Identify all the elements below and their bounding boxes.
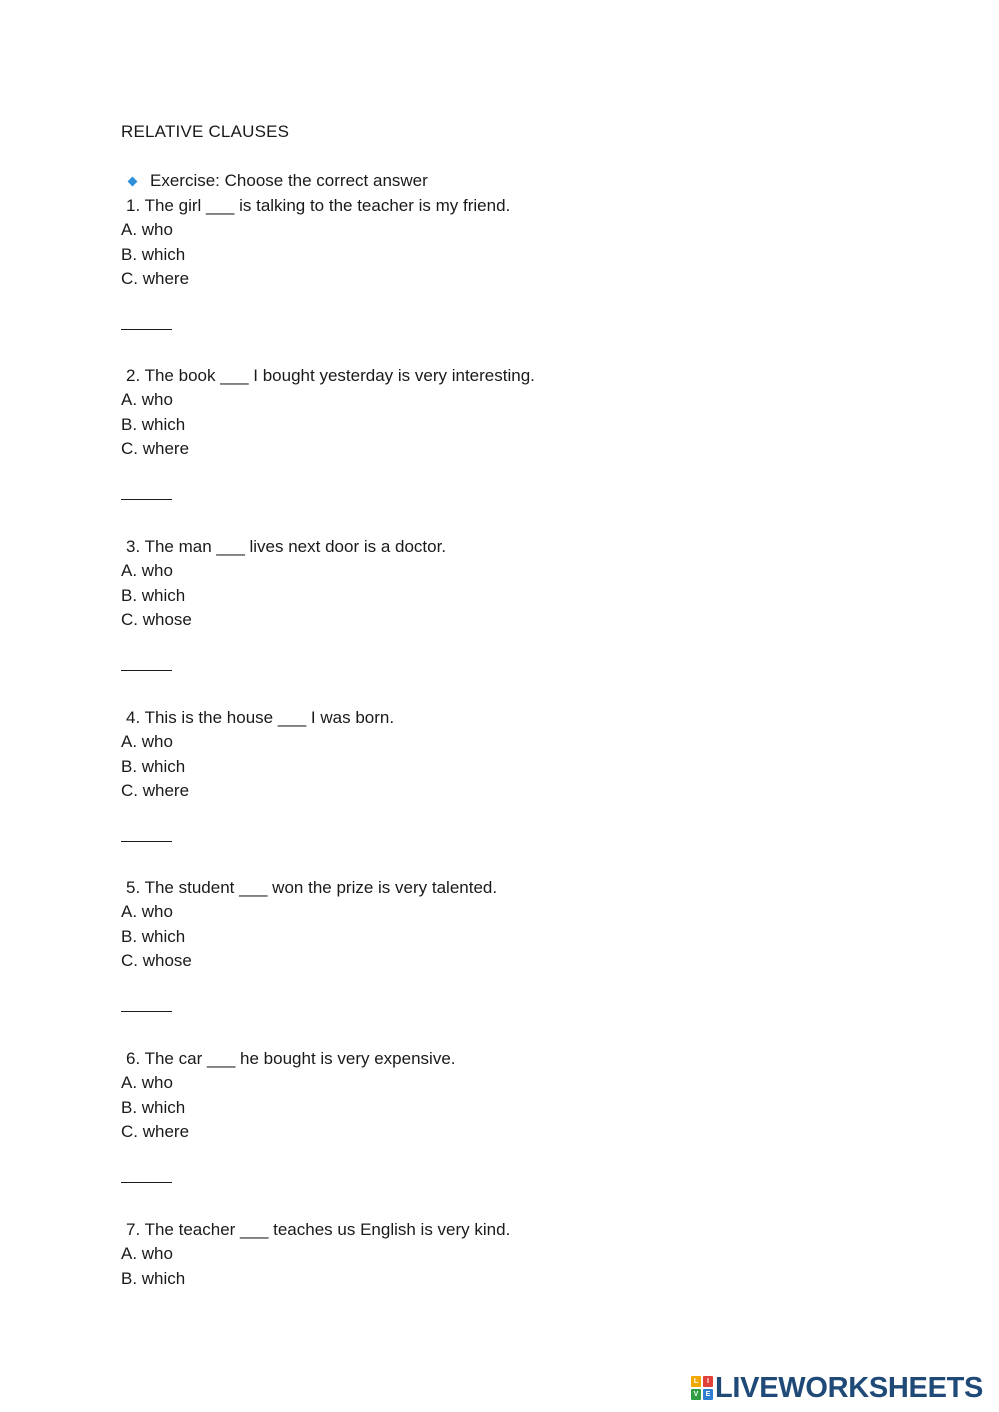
option-c: C. where	[121, 780, 190, 800]
option-a: A. who	[121, 732, 173, 752]
bullet-diamond-icon	[128, 176, 138, 186]
option-c: C. whose	[121, 609, 192, 629]
question-2	[121, 364, 535, 500]
option-c: C. where	[121, 268, 190, 288]
logo-wordmark: LIVEWORKSHEETS	[715, 1372, 984, 1404]
option-b: B. which	[121, 1268, 186, 1288]
option-a: A. who	[121, 561, 173, 581]
option-a: A. who	[121, 902, 173, 922]
logo-block-l: L	[691, 1376, 701, 1387]
question-1	[121, 194, 510, 330]
answer-blank-line[interactable]	[121, 329, 172, 330]
question-text: 3. The man ___ lives next door is a doctor.	[126, 537, 447, 556]
question-text: 4. This is the house ___ I was born.	[126, 708, 395, 727]
logo-block-i: I	[703, 1376, 713, 1387]
logo-blocks-icon	[691, 1376, 713, 1400]
question-6	[121, 1047, 456, 1183]
exercise-intro	[121, 170, 428, 192]
answer-blank-line[interactable]	[121, 1011, 172, 1012]
option-b: B. which	[121, 585, 186, 605]
exercise-instruction: Exercise: Choose the correct answer	[150, 171, 428, 190]
option-b: B. which	[121, 926, 186, 946]
question-text: 2. The book ___ I bought yesterday is very interesting.	[126, 366, 535, 385]
option-b: B. which	[121, 1097, 186, 1117]
option-a: A. who	[121, 220, 173, 240]
answer-blank-line[interactable]	[121, 670, 172, 671]
answer-blank-line[interactable]	[121, 1182, 172, 1183]
option-c: C. where	[121, 438, 190, 458]
logo-block-e: E	[703, 1389, 713, 1400]
question-text: 1. The girl ___ is talking to the teacher is my friend.	[126, 196, 511, 215]
option-b: B. which	[121, 414, 186, 434]
option-a: A. who	[121, 1073, 173, 1093]
option-b: B. which	[121, 244, 186, 264]
question-7	[121, 1218, 510, 1291]
option-c: C. whose	[121, 950, 192, 970]
option-b: B. which	[121, 756, 186, 776]
question-5	[121, 876, 497, 1012]
question-3	[121, 535, 446, 671]
option-c: C. where	[121, 1121, 190, 1141]
liveworksheets-logo[interactable]	[691, 1372, 983, 1404]
option-a: A. who	[121, 1244, 173, 1264]
question-4	[121, 706, 394, 842]
question-text: 7. The teacher ___ teaches us English is very kind.	[126, 1220, 511, 1239]
answer-blank-line[interactable]	[121, 841, 172, 842]
answer-blank-line[interactable]	[121, 499, 172, 500]
question-text: 6. The car ___ he bought is very expensive.	[126, 1049, 456, 1068]
logo-block-v: V	[691, 1389, 701, 1400]
question-text: 5. The student ___ won the prize is very talented.	[126, 878, 498, 897]
option-a: A. who	[121, 390, 173, 410]
page-title: RELATIVE CLAUSES	[121, 122, 290, 141]
